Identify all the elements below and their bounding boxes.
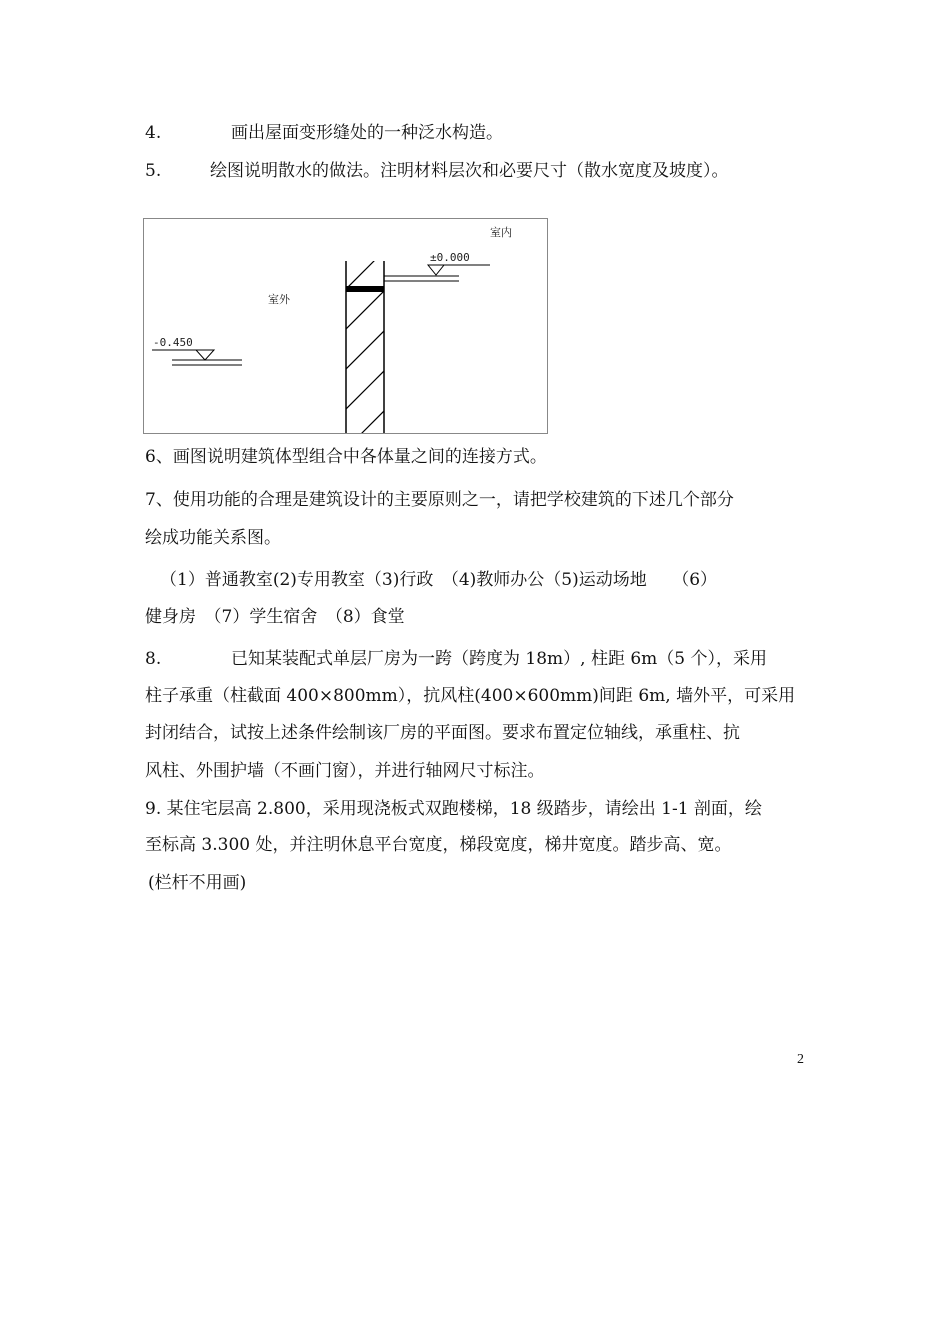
question-8-line-3	[145, 722, 740, 744]
question-8-line-4	[145, 760, 545, 782]
question-5	[145, 160, 729, 182]
question-8-text-1: 已知某装配式单层厂房为一跨（跨度为 18m）, 柱距 6m（5 个），采用	[231, 649, 768, 669]
question-6-text: 6、画图说明建筑体型组合中各体量之间的连接方式。	[145, 447, 547, 467]
question-9-line-2	[145, 834, 731, 856]
outdoor-elev-triangle	[196, 350, 214, 360]
question-8-number: 8.	[145, 649, 162, 669]
question-7-text-3: （1）普通教室(2)专用教室（3)行政 （4)教师办公（5)运动场地 （6）	[160, 570, 718, 590]
question-7-text-4: 健身房 （7）学生宿舍 （8）食堂	[145, 607, 405, 627]
wall-section-figure	[143, 218, 548, 434]
question-9-text-1: 9. 某住宅层高 2.800，采用现浇板式双跑楼梯，18 级踏步，请绘出 1-1 剖面，绘	[145, 799, 762, 819]
question-8-text-3: 封闭结合，试按上述条件绘制该厂房的平面图。要求布置定位轴线，承重柱、抗	[145, 723, 740, 743]
question-5-number: 5.	[145, 161, 162, 181]
question-7-text-2: 绘成功能关系图。	[145, 528, 281, 548]
question-9-text-3: (栏杆不用画)	[148, 873, 247, 893]
indoor-elevation-label: ±0.000	[430, 251, 470, 264]
question-8-text-4: 风柱、外围护墙（不画门窗），并进行轴网尺寸标注。	[145, 761, 545, 781]
question-8-text-2: 柱子承重（柱截面 400×800mm），抗风柱(400×600mm)间距 6m, 墙外平，可采用	[145, 686, 796, 706]
question-9-line-3	[148, 872, 246, 894]
question-4	[145, 122, 503, 144]
question-9-line-1	[145, 798, 762, 820]
question-7-line-1	[145, 489, 734, 511]
question-8-line-1	[145, 648, 767, 670]
question-9-text-2: 至标高 3.300 处，并注明休息平台宽度，梯段宽度，梯井宽度。踏步高、宽。	[145, 835, 732, 855]
question-5-text: 绘图说明散水的做法。注明材料层次和必要尺寸（散水宽度及坡度）。	[210, 161, 729, 181]
wall-section-drawing	[144, 219, 549, 435]
question-4-number: 4.	[145, 123, 162, 143]
indoor-elev-triangle	[428, 265, 444, 275]
damp-proof-course	[346, 286, 384, 292]
question-7-text-1: 7、使用功能的合理是建筑设计的主要原则之一，请把学校建筑的下述几个部分	[145, 490, 734, 510]
page-number: 2	[797, 1052, 804, 1067]
label-indoor: 室内	[490, 226, 512, 239]
question-7-line-4	[145, 606, 405, 628]
question-8-line-2	[145, 685, 795, 707]
question-7-line-2	[145, 527, 281, 549]
outdoor-elevation-label: -0.450	[153, 336, 193, 349]
question-4-text: 画出屋面变形缝处的一种泛水构造。	[231, 123, 503, 143]
label-outdoor: 室外	[268, 293, 290, 306]
question-7-line-3	[160, 569, 717, 591]
question-6	[145, 446, 547, 468]
